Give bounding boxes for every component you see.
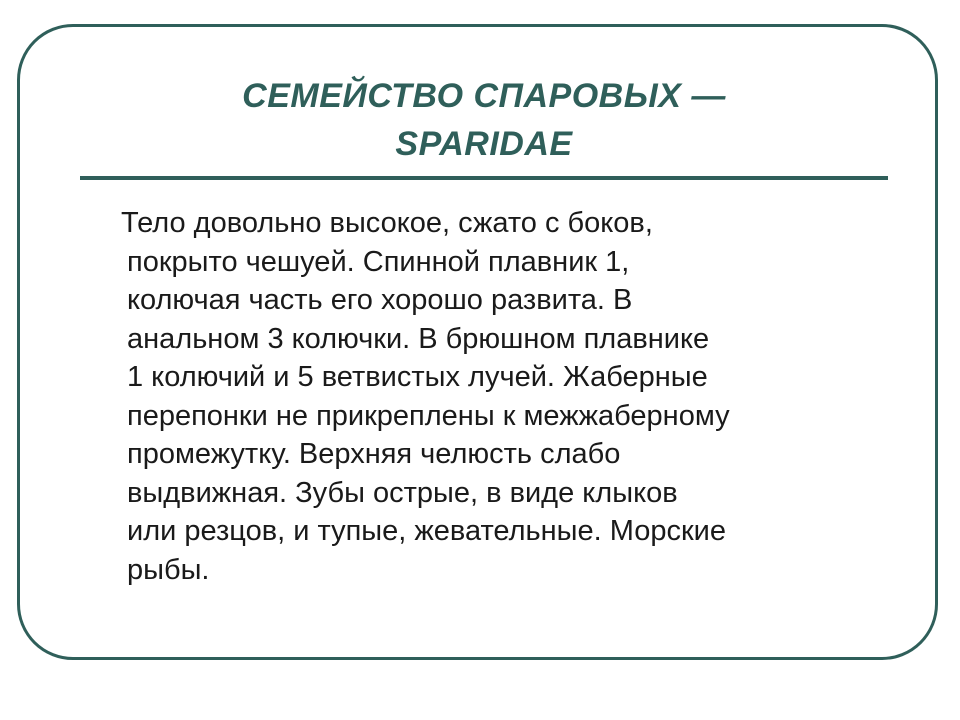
body-line: Тело довольно высокое, сжато с боков,	[121, 207, 653, 239]
body-line: покрыто чешуей. Спинной плавник 1,	[127, 245, 630, 278]
body-line: анальном 3 колючки. В брюшном плавнике	[127, 322, 710, 355]
body-line: промежутку. Верхняя челюсть слабо	[127, 438, 621, 470]
title-line-1: СЕМЕЙСТВО СПАРОВЫХ —	[242, 77, 726, 115]
title-line-2: SPARIDAE	[395, 125, 573, 163]
body-line: или резцов, и тупые, жевательные. Морские	[127, 515, 726, 547]
title-divider	[80, 176, 888, 180]
slide-title	[80, 72, 888, 168]
body-line: колючая часть его хорошо развита. В	[127, 284, 633, 316]
body-line: 1 колючий и 5 ветвистых лучей. Жаберные	[127, 361, 708, 393]
slide-body-text	[121, 204, 907, 589]
body-line: рыбы.	[127, 553, 210, 586]
body-line: перепонки не прикреплены к межжаберному	[127, 399, 730, 432]
body-line: выдвижная. Зубы острые, в виде клыков	[127, 476, 678, 509]
